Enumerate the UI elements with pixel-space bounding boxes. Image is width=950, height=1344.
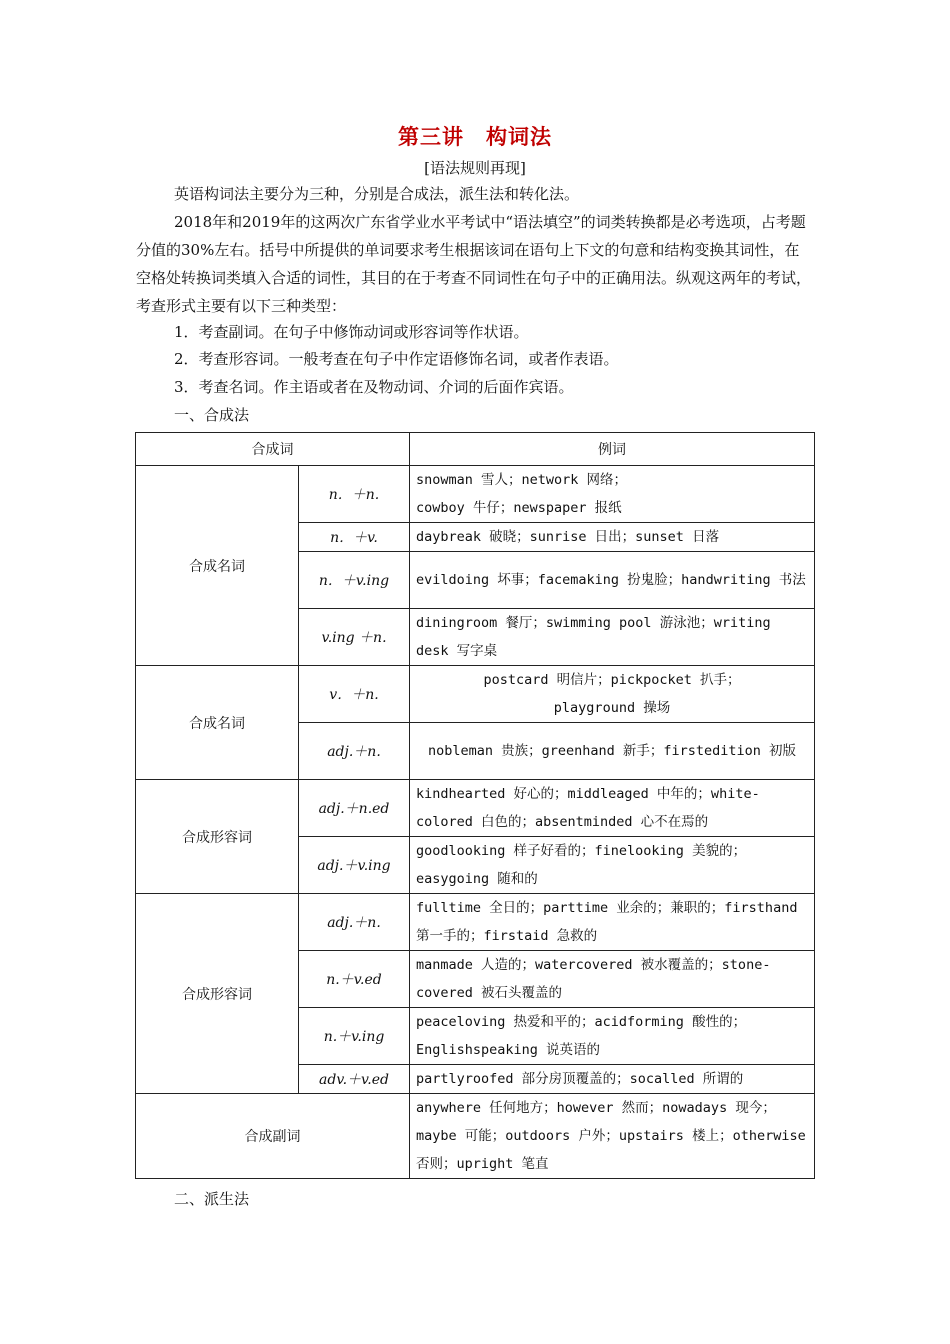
pattern-cell: n.＋v.ed xyxy=(299,951,410,1008)
section-heading-derivation: 二、派生法 xyxy=(174,1190,250,1208)
table-row xyxy=(136,780,815,837)
examples-cell: goodlooking 样子好看的；finelooking 美貌的；easygoing 随和的 xyxy=(410,837,815,894)
table-row xyxy=(136,1094,815,1179)
examples-cell: nobleman 贵族；greenhand 新手；firstedition 初版 xyxy=(410,723,815,780)
examples-cell: daybreak 破晓；sunrise 日出；sunset 日落 xyxy=(410,523,815,552)
category-cell: 合成副词 xyxy=(136,1094,410,1179)
table-row xyxy=(136,666,815,723)
pattern-cell: adj.＋n. xyxy=(299,723,410,780)
examples-cell: fulltime 全日的；parttime 业余的；兼职的；firsthand 第一手的；firstaid 急救的 xyxy=(410,894,815,951)
examples-cell: snowman 雪人；network 网络； cowboy 牛仔；newspaper 报纸 xyxy=(410,466,815,523)
examples-cell: evildoing 坏事；facemaking 扮鬼脸；handwriting 书法 xyxy=(410,552,815,609)
examples-cell: diningroom 餐厅；swimming pool 游泳池；writing desk 写字桌 xyxy=(410,609,815,666)
section-heading-compounding: 一、合成法 xyxy=(174,406,250,424)
examples-cell: anywhere 任何地方；however 然而；nowadays 现今；maybe 可能；outdoors 户外；upstairs 楼上；otherwise 否则；upright 笔直 xyxy=(410,1094,815,1179)
pattern-cell: adv.＋v.ed xyxy=(299,1065,410,1094)
category-cell: 合成名词 xyxy=(136,666,299,780)
category-cell: 合成形容词 xyxy=(136,780,299,894)
category-cell: 合成形容词 xyxy=(136,894,299,1094)
pattern-cell: v.ing ＋n. xyxy=(299,609,410,666)
intro-paragraph-1: 英语构词法主要分为三种，分别是合成法，派生法和转化法。 xyxy=(174,185,580,203)
pattern-cell: n．＋v. xyxy=(299,523,410,552)
header-compound: 合成词 xyxy=(136,433,410,466)
examples-cell: partlyroofed 部分房顶覆盖的；socalled 所谓的 xyxy=(410,1065,815,1094)
pattern-cell: n．＋n. xyxy=(299,466,410,523)
examples-cell: kindhearted 好心的；middleaged 中年的；white-colored 白色的；absentminded 心不在焉的 xyxy=(410,780,815,837)
page-title: 第三讲 构词法 xyxy=(398,124,552,149)
point-2: 2．考查形容词。一般考查在句子中作定语修饰名词，或者作表语。 xyxy=(174,350,619,368)
point-1: 1．考查副词。在句子中修饰动词或形容词等作状语。 xyxy=(174,323,529,341)
examples-cell: postcard 明信片；pickpocket 扒手； playground 操场 xyxy=(410,666,815,723)
pattern-cell: adj.＋n. xyxy=(299,894,410,951)
category-cell: 合成名词 xyxy=(136,466,299,666)
header-examples: 例词 xyxy=(410,433,815,466)
pattern-cell: v．＋n. xyxy=(299,666,410,723)
examples-cell: peaceloving 热爱和平的；acidforming 酸性的；Englishspeaking 说英语的 xyxy=(410,1008,815,1065)
point-3: 3．考查名词。作主语或者在及物动词、介词的后面作宾语。 xyxy=(174,378,574,396)
pattern-cell: adj.＋v.ing xyxy=(299,837,410,894)
intro-paragraph-2: 2018年和2019年的这两次广东省学业水平考试中“语法填空”的词类转换都是必考选项，占考题分值的30%左右。括号中所提供的单词要求考生根据该词在语句上下文的句意和结构变换其词性，在空格处转换词类填入合适的词性，其目的在于考查不同词性在句子中的正确用法。纵观这两年的考试，考查形式主要有以下三种类型： xyxy=(136,213,812,315)
page-subtitle: [语法规则再现] xyxy=(424,159,526,177)
pattern-cell: adj.＋n.ed xyxy=(299,780,410,837)
examples-cell: manmade 人造的；watercovered 被水覆盖的；stone-covered 被石头覆盖的 xyxy=(410,951,815,1008)
pattern-cell: n．＋v.ing xyxy=(299,552,410,609)
table-header-row xyxy=(136,433,815,466)
table-row xyxy=(136,466,815,523)
compound-word-table xyxy=(135,432,815,1179)
pattern-cell: n.＋v.ing xyxy=(299,1008,410,1065)
table-row xyxy=(136,894,815,951)
